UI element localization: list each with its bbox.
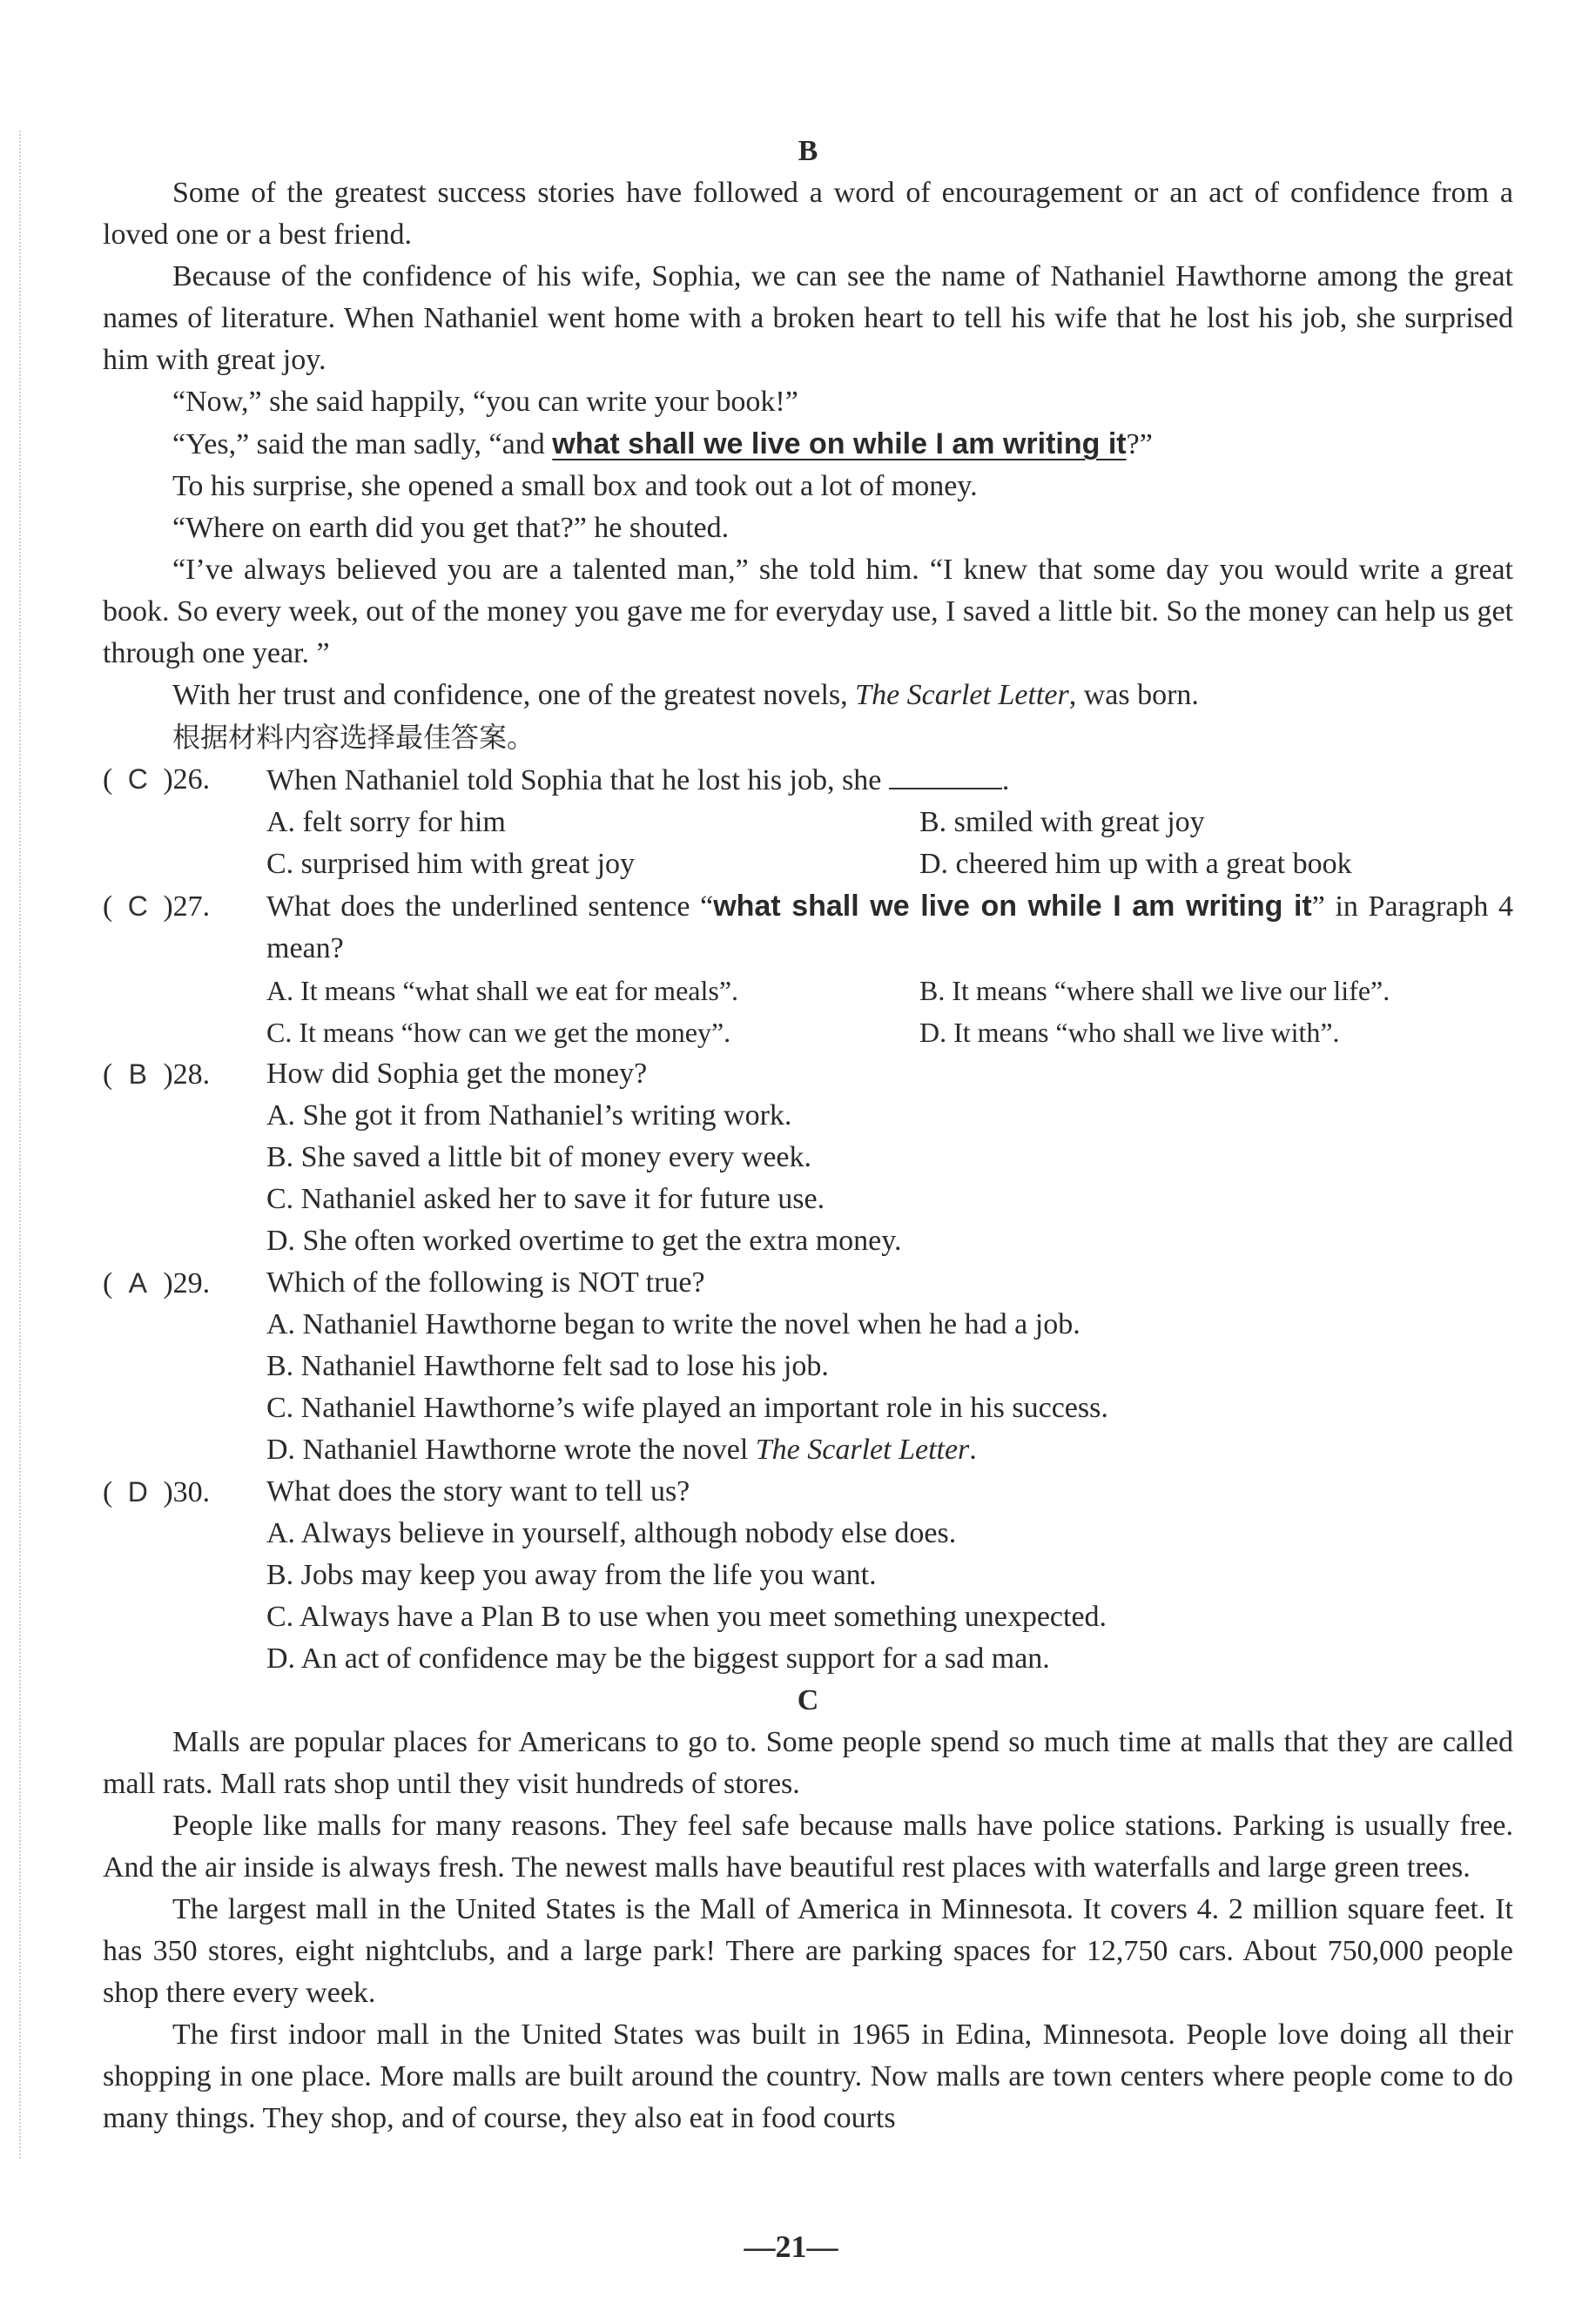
answer-bracket: ( C )27. bbox=[103, 885, 266, 928]
option-b: B. Jobs may keep you away from the life you want. bbox=[266, 1559, 877, 1591]
question-number: )29. bbox=[163, 1267, 211, 1300]
question-28 bbox=[103, 1053, 1513, 1095]
question-stem: What does the story want to tell us? bbox=[266, 1475, 690, 1508]
options-30 bbox=[103, 1513, 1513, 1680]
answer-mark: C bbox=[127, 890, 148, 922]
passage-b-paragraph-4 bbox=[103, 423, 1513, 466]
option-a: A. felt sorry for him bbox=[266, 806, 506, 838]
last-text-before: With her trust and confidence, one of the greatest novels, bbox=[172, 679, 856, 711]
option-b: B. She saved a little bit of money every week. bbox=[266, 1141, 811, 1173]
stem-end: . bbox=[1001, 764, 1010, 796]
passage-b-paragraph: “Where on earth did you get that?” he shouted. bbox=[172, 512, 730, 544]
stem-before: What does the underlined sentence “ bbox=[266, 890, 714, 923]
passage-b-paragraph: “I’ve always believed you are a talented man,” she told him. “I knew that some day you would write a great book. So every week, out of the money you gave me for everyday use, I saved a little bit. So the money can help us get through one year. ” bbox=[103, 554, 1513, 669]
answer-bracket: ( D )30. bbox=[103, 1471, 266, 1514]
option-a: A. It means “what shall we eat for meals”. bbox=[266, 975, 739, 1006]
options-26 bbox=[103, 802, 1513, 885]
question-27 bbox=[103, 885, 1513, 970]
options-27 bbox=[103, 970, 1513, 1053]
instruction: 根据材料内容选择最佳答案。 bbox=[172, 722, 535, 753]
question-number: )30. bbox=[163, 1476, 211, 1508]
question-number: )28. bbox=[163, 1058, 211, 1091]
option-d-title: The Scarlet Letter bbox=[755, 1434, 970, 1466]
passage-b-paragraph: “Now,” she said happily, “you can write your book!” bbox=[172, 386, 798, 418]
passage-c-paragraph: The first indoor mall in the United States was built in 1965 in Edina, Minnesota. People love doing all their shopping in one place. More malls are built around the country. Now malls are town centers where people come to do many things. They shop, and of course, they also eat in food courts bbox=[103, 2018, 1513, 2134]
option-b: B. It means “where shall we live our life”. bbox=[919, 975, 1390, 1006]
p4-text-before: “Yes,” said the man sadly, “and bbox=[172, 428, 553, 460]
passage-b-paragraph: Some of the greatest success stories have followed a word of encouragement or an act of confidence from a loved one or a best friend. bbox=[103, 177, 1513, 251]
option-d bbox=[266, 1429, 1513, 1471]
option-b: B. smiled with great joy bbox=[919, 806, 1205, 838]
question-29 bbox=[103, 1262, 1513, 1304]
question-30 bbox=[103, 1471, 1513, 1513]
p4-text-after: ?” bbox=[1126, 428, 1153, 460]
question-number: )26. bbox=[163, 763, 211, 796]
option-d-before: D. Nathaniel Hawthorne wrote the novel bbox=[266, 1434, 756, 1466]
answer-bracket: ( C )26. bbox=[103, 758, 266, 801]
option-d: D. She often worked overtime to get the extra money. bbox=[266, 1225, 902, 1257]
question-stem: How did Sophia get the money? bbox=[266, 1058, 648, 1090]
passage-b-last-paragraph bbox=[103, 675, 1513, 716]
answer-mark: C bbox=[127, 763, 148, 795]
question-stem: When Nathaniel told Sophia that he lost his job, she bbox=[266, 764, 882, 796]
options-28 bbox=[103, 1095, 1513, 1262]
section-b-title: B bbox=[798, 135, 818, 167]
option-d: D. An act of confidence may be the biggest support for a sad man. bbox=[266, 1642, 1050, 1675]
option-b: B. Nathaniel Hawthorne felt sad to lose his job. bbox=[266, 1350, 829, 1382]
answer-mark: D bbox=[127, 1476, 148, 1508]
last-text-after: , was born. bbox=[1068, 679, 1199, 711]
answer-mark: A bbox=[128, 1267, 147, 1299]
underlined-sentence: what shall we live on while I am writing it bbox=[552, 427, 1127, 460]
question-26 bbox=[103, 758, 1513, 802]
option-c: C. It means “how can we get the money”. bbox=[266, 1017, 731, 1048]
answer-blank bbox=[889, 758, 1002, 789]
option-a: A. Nathaniel Hawthorne began to write the novel when he had a job. bbox=[266, 1308, 1080, 1340]
options-29 bbox=[103, 1304, 1513, 1471]
option-c: C. Nathaniel asked her to save it for future use. bbox=[266, 1183, 825, 1215]
option-d-after: . bbox=[969, 1434, 977, 1466]
option-c: C. Nathaniel Hawthorne’s wife played an important role in his success. bbox=[266, 1392, 1108, 1424]
passage-c-paragraph: Malls are popular places for Americans to go to. Some people spend so much time at malls that they are called mall rats. Mall rats shop until they visit hundreds of stores. bbox=[103, 1726, 1513, 1800]
passage-b-paragraph: To his surprise, she opened a small box and took out a lot of money. bbox=[172, 470, 978, 502]
answer-bracket: ( A )29. bbox=[103, 1262, 266, 1305]
stem-after: ” in Paragraph 4 mean? bbox=[266, 890, 1513, 964]
option-d: D. It means “who shall we live with”. bbox=[919, 1017, 1340, 1048]
novel-title: The Scarlet Letter bbox=[855, 679, 1069, 711]
option-c: C. Always have a Plan B to use when you meet something unexpected. bbox=[266, 1601, 1107, 1633]
option-a: A. Always believe in yourself, although nobody else does. bbox=[266, 1517, 957, 1549]
question-number: )27. bbox=[163, 890, 211, 923]
answer-mark: B bbox=[128, 1058, 147, 1090]
passage-b-paragraph: Because of the confidence of his wife, Sophia, we can see the name of Nathaniel Hawthorne among the great names of literature. When Nathaniel went home with a broken heart to tell his wife that he lost his job, she surprised him with great joy. bbox=[103, 260, 1513, 376]
passage-c-paragraph: The largest mall in the United States is the Mall of America in Minnesota. It covers 4. 2 million square feet. It has 350 stores, eight nightclubs, and a large park! There are parking spaces for 12,750 cars. About 750,000 people shop there every week. bbox=[103, 1893, 1513, 2009]
page-content bbox=[103, 131, 1513, 2139]
option-c: C. surprised him with great joy bbox=[266, 848, 636, 880]
option-a: A. She got it from Nathaniel’s writing work. bbox=[266, 1099, 792, 1132]
section-c-title: C bbox=[797, 1684, 819, 1716]
answer-bracket: ( B )28. bbox=[103, 1053, 266, 1096]
passage-c-paragraph: People like malls for many reasons. They feel safe because malls have police stations. Parking is usually free. And the air inside is always fresh. The newest malls have beautiful rest places with waterfalls and large green trees. bbox=[103, 1810, 1513, 1884]
option-d: D. cheered him up with a great book bbox=[919, 848, 1352, 880]
question-stem: Which of the following is NOT true? bbox=[266, 1266, 705, 1299]
page-number: —21— bbox=[744, 2229, 838, 2264]
stem-bold-phrase: what shall we live on while I am writing it bbox=[713, 890, 1312, 923]
margin-dotted-line bbox=[19, 131, 21, 2159]
